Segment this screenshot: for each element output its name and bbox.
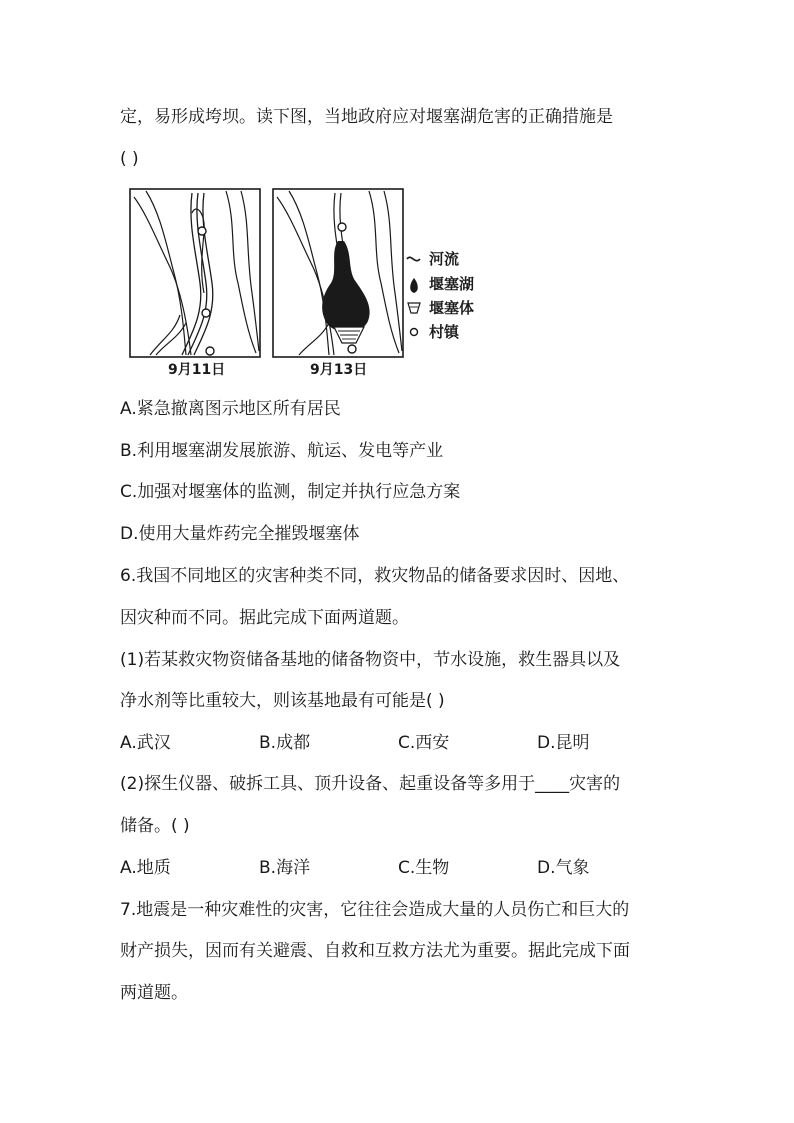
q5-answer-bracket: ( ) [120, 149, 139, 169]
legend-river: 河流 [429, 250, 460, 268]
river-legend-icon [407, 257, 420, 260]
q7-stem-line1: 7.地震是一种灾难性的灾害，它往往会造成大量的人员伤亡和巨大的 [120, 900, 630, 920]
q5-option-a: A.紧急撤离图示地区所有居民 [120, 399, 341, 419]
caption-sep11: 9月11日 [168, 362, 226, 378]
caption-sep13: 9月13日 [310, 362, 368, 378]
q6-sub1-option-a: A.武汉 [120, 733, 171, 753]
q6-sub1-line2: 净水剂等比重较大，则该基地最有可能是( ) [120, 691, 445, 711]
village-sep11-lower [206, 347, 214, 355]
q5-option-b: B.利用堰塞湖发展旅游、航运、发电等产业 [120, 441, 444, 461]
q6-sub1-line1: (1)若某救灾物资储备基地的储备物资中，节水设施，救生器具以及 [120, 650, 621, 670]
q6-stem-line1: 6.我国不同地区的灾害种类不同，救灾物品的储备要求因时、因地、 [120, 566, 630, 586]
q5-stem-line1: 定，易形成垮坝。读下图，当地政府应对堰塞湖危害的正确措施是 [120, 107, 613, 127]
q6-sub2-line1: (2)探生仪器、破拆工具、顶升设备、起重设备等多用于____灾害的 [120, 774, 621, 794]
dammed-lake-sep13 [322, 241, 369, 332]
q6-sub2-option-d: D.气象 [537, 858, 590, 878]
dammed-lake-legend-icon [410, 278, 418, 293]
map-frame-sep11 [130, 189, 260, 357]
village-sep11-middle [202, 309, 210, 317]
dammed-lake-map-figure [126, 183, 506, 383]
river-sep11 [182, 193, 213, 355]
village-legend-icon [411, 329, 418, 336]
landslide-dam-legend-icon [408, 303, 420, 313]
q6-sub2-option-a: A.地质 [120, 858, 171, 878]
village-sep13-lower [348, 345, 356, 353]
q6-stem-line2: 因灾种而不同。据此完成下面两道题。 [120, 608, 409, 628]
legend-village: 村镇 [429, 323, 460, 341]
legend-landslide-dam: 堰塞体 [429, 299, 475, 317]
village-sep11-upper [198, 227, 206, 235]
village-sep13-upper [338, 223, 346, 231]
q7-stem-line3: 两道题。 [120, 983, 188, 1003]
q5-option-c: C.加强对堰塞体的监测，制定并执行应急方案 [120, 482, 461, 502]
q7-stem-line2: 财产损失，因而有关避震、自救和互救方法尤为重要。据此完成下面 [120, 941, 630, 961]
q5-option-d: D.使用大量炸药完全摧毁堰塞体 [120, 524, 360, 544]
q6-sub2-option-c: C.生物 [398, 858, 450, 878]
legend-dammed-lake: 堰塞湖 [429, 275, 475, 293]
q6-sub2-option-b: B.海洋 [259, 858, 311, 878]
inner-loop-sep11 [192, 209, 204, 293]
q6-sub1-option-b: B.成都 [259, 733, 311, 753]
q6-sub1-option-d: D.昆明 [537, 733, 590, 753]
q6-sub1-option-c: C.西安 [398, 733, 450, 753]
q6-sub2-line2: 储备。( ) [120, 816, 190, 836]
